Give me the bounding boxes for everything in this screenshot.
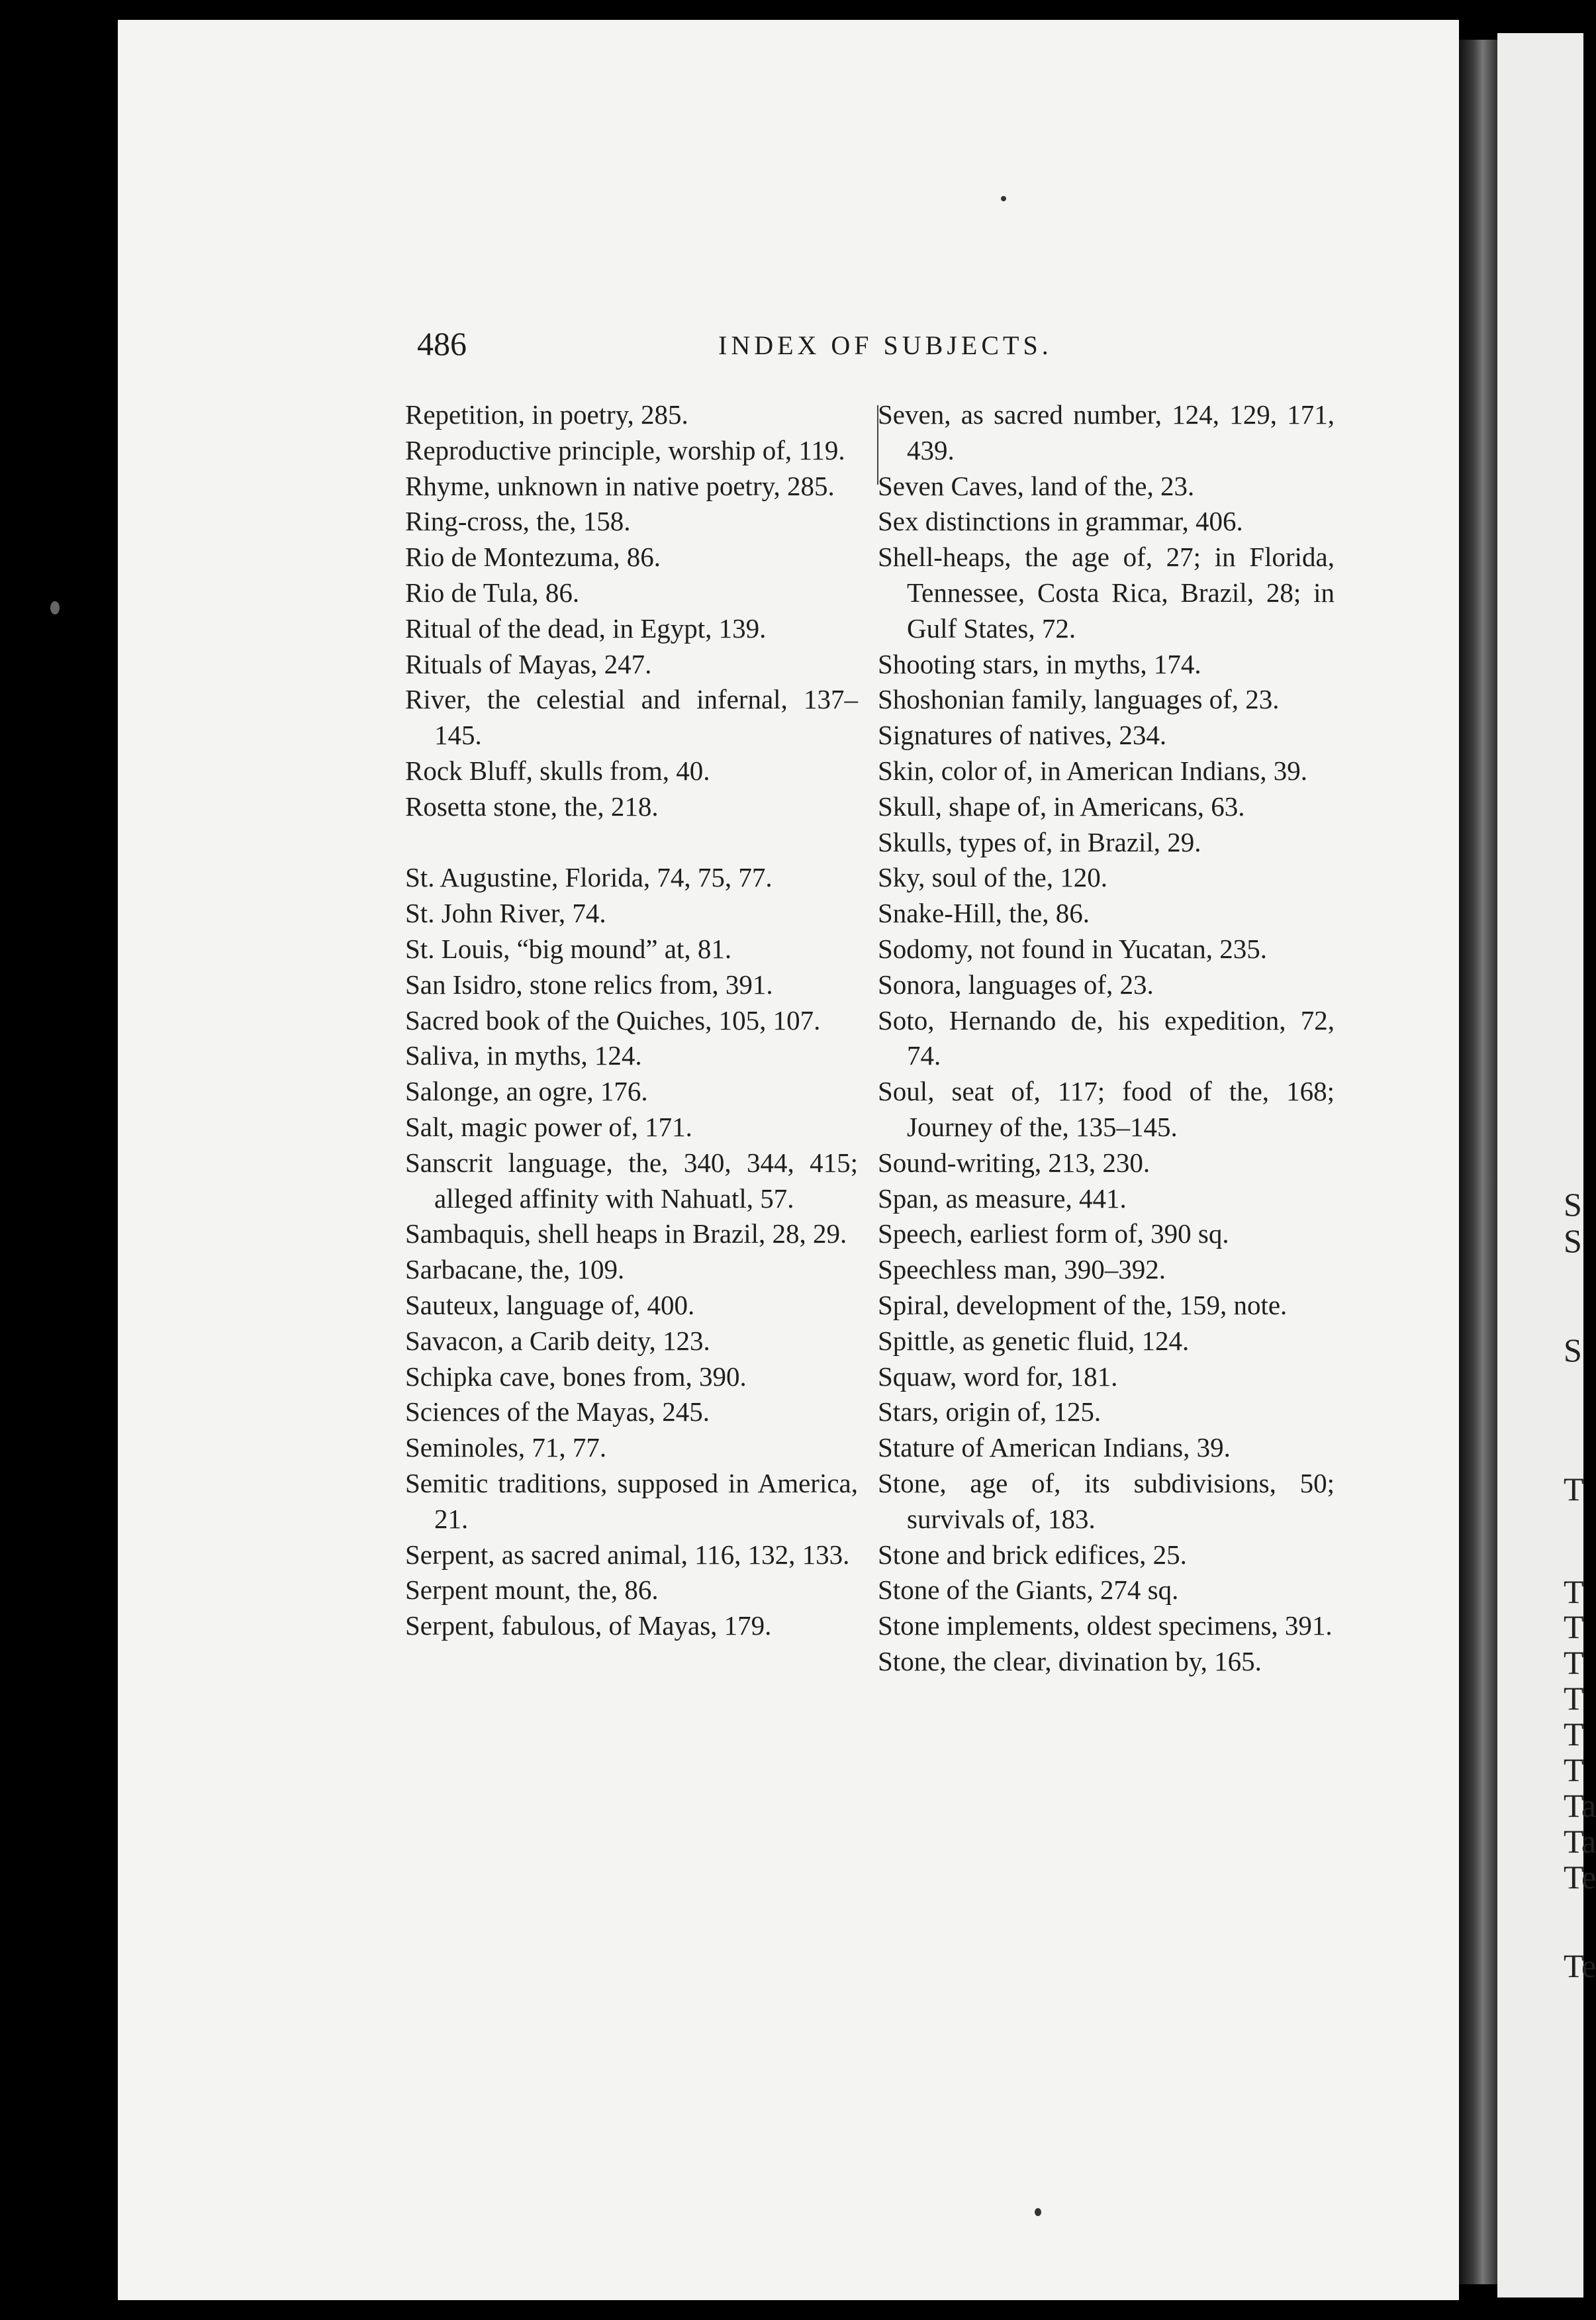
facing-page-fragment: T	[1564, 1751, 1584, 1788]
index-entry: Sacred book of the Quiches, 105, 107.	[405, 1004, 821, 1036]
facing-page-fragment: Te	[1564, 1947, 1596, 1984]
index-entry: Seminoles, 71, 77.	[405, 1432, 607, 1463]
print-speck	[1001, 196, 1006, 201]
index-entry: Seven Caves, land of the, 23.	[878, 470, 1195, 501]
index-entry: Spiral, development of the, 159, note.	[878, 1289, 1288, 1320]
index-entry: Stature of American Indians, 39.	[878, 1432, 1231, 1463]
index-entry: Skulls, types of, in Brazil, 29.	[878, 826, 1201, 857]
index-entry: Sodomy, not found in Yucatan, 235.	[878, 933, 1267, 964]
index-entry: Semitic traditions, supposed in America, 21.	[405, 1467, 858, 1534]
index-entry: Rio de Montezuma, 86.	[405, 542, 661, 573]
index-entry: Serpent, fabulous, of Mayas, 179.	[405, 1610, 772, 1641]
index-entry: Speechless man, 390–392.	[878, 1254, 1166, 1285]
index-entry: Soto, Hernando de, his expedition, 72, 74.	[878, 1004, 1335, 1071]
page-number: 486	[417, 325, 467, 362]
index-entry: Stone, the clear, divination by, 165.	[878, 1645, 1262, 1676]
page-header	[417, 324, 1278, 371]
facing-page-fragment: S	[1564, 1331, 1582, 1369]
facing-page-fragment: T	[1564, 1716, 1584, 1753]
index-entry: Serpent mount, the, 86.	[405, 1574, 659, 1606]
facing-page-fragment: Te	[1564, 1859, 1596, 1896]
index-entry: Skull, shape of, in Americans, 63.	[878, 791, 1245, 822]
index-entry: Repetition, in poetry, 285.	[405, 399, 688, 430]
index-entry: Rosetta stone, the, 218.	[405, 791, 659, 822]
index-entry: Stone, age of, its subdivisions, 50; survivals of, 183.	[878, 1467, 1335, 1534]
index-entry: Savacon, a Carib deity, 123.	[405, 1325, 710, 1356]
facing-page-fragment: S	[1564, 1186, 1582, 1223]
index-entry: Stone of the Giants, 274 sq.	[878, 1574, 1179, 1606]
facing-page-fragment: T	[1564, 1573, 1584, 1610]
index-entry: Sarbacane, the, 109.	[405, 1254, 625, 1285]
facing-page-fragment: T	[1564, 1644, 1584, 1681]
facing-page-fragment: T	[1564, 1680, 1584, 1717]
facing-page-edge	[1497, 33, 1596, 2297]
index-entry: San Isidro, stone relics from, 391.	[405, 969, 773, 1000]
index-entry: Serpent, as sacred animal, 116, 132, 133.	[405, 1539, 850, 1570]
index-entry: Rhyme, unknown in native poetry, 285.	[405, 470, 835, 501]
index-column-right	[878, 397, 1335, 1680]
index-entry: Reproductive principle, worship of, 119.	[405, 434, 845, 465]
index-entry: Sciences of the Mayas, 245.	[405, 1396, 710, 1427]
index-entry: St. Louis, “big mound” at, 81.	[405, 933, 732, 964]
index-entry: Rock Bluff, skulls from, 40.	[405, 755, 710, 786]
index-entry: River, the celestial and infernal, 137–145.	[405, 684, 858, 751]
index-entry: Speech, earliest form of, 390 sq.	[878, 1218, 1229, 1249]
index-entry: Sky, soul of the, 120.	[878, 862, 1107, 893]
index-entry: Span, as measure, 441.	[878, 1183, 1127, 1214]
index-entry: Sonora, languages of, 23.	[878, 969, 1154, 1000]
running-title: INDEX OF SUBJECTS.	[718, 330, 1053, 360]
index-entry: Rituals of Mayas, 247.	[405, 648, 652, 679]
index-entry: St. John River, 74.	[405, 898, 606, 929]
index-entry: Sauteux, language of, 400.	[405, 1289, 695, 1320]
film-speck	[50, 601, 60, 614]
index-entry: Squaw, word for, 181.	[878, 1361, 1118, 1392]
index-entry: Spittle, as genetic fluid, 124.	[878, 1325, 1190, 1356]
section-gap	[405, 825, 858, 861]
index-entry: Skin, color of, in American Indians, 39.	[878, 755, 1308, 786]
index-entry: Snake-Hill, the, 86.	[878, 898, 1090, 929]
index-entry: Signatures of natives, 234.	[878, 720, 1167, 751]
index-entry: Shooting stars, in myths, 174.	[878, 648, 1201, 679]
index-entry: Sex distinctions in grammar, 406.	[878, 506, 1243, 537]
index-entry: Seven, as sacred number, 124, 129, 171, 439.	[878, 399, 1335, 465]
index-entry: Sanscrit language, the, 340, 344, 415; alleged affinity with Nahuatl, 57.	[405, 1147, 858, 1214]
index-entry: Saliva, in myths, 124.	[405, 1040, 642, 1071]
facing-page-fragment: T	[1564, 1471, 1584, 1508]
index-entry: Sambaquis, shell heaps in Brazil, 28, 29.	[405, 1218, 847, 1249]
index-entry: Schipka cave, bones from, 390.	[405, 1361, 747, 1392]
index-column-left	[405, 397, 858, 1644]
print-speck	[1035, 2208, 1041, 2216]
index-entry: Soul, seat of, 117; food of the, 168; Journey of the, 135–145.	[878, 1076, 1335, 1142]
facing-page-fragment: Ta	[1564, 1823, 1596, 1860]
index-entry: Salonge, an ogre, 176.	[405, 1076, 648, 1107]
index-entry: Rio de Tula, 86.	[405, 577, 580, 608]
index-entry: Ring-cross, the, 158.	[405, 506, 631, 537]
index-entry: St. Augustine, Florida, 74, 75, 77.	[405, 862, 773, 893]
index-entry: Salt, magic power of, 171.	[405, 1111, 692, 1142]
index-entry: Stone implements, oldest specimens, 391.	[878, 1610, 1333, 1641]
index-entry: Stars, origin of, 125.	[878, 1396, 1102, 1427]
index-entry: Sound-writing, 213, 230.	[878, 1147, 1150, 1178]
index-entry: Stone and brick edifices, 25.	[878, 1539, 1187, 1570]
index-entry: Shell-heaps, the age of, 27; in Florida, Tennessee, Costa Rica, Brazil, 28; in Gulf States, 72.	[878, 542, 1335, 644]
facing-page-fragment: T	[1564, 1608, 1584, 1645]
book-gutter	[1459, 40, 1499, 2284]
index-entry: Shoshonian family, languages of, 23.	[878, 684, 1280, 715]
facing-page-fragment: S	[1564, 1222, 1582, 1259]
index-entry: Ritual of the dead, in Egypt, 139.	[405, 612, 767, 644]
facing-page-fragment: Ta	[1564, 1787, 1596, 1824]
